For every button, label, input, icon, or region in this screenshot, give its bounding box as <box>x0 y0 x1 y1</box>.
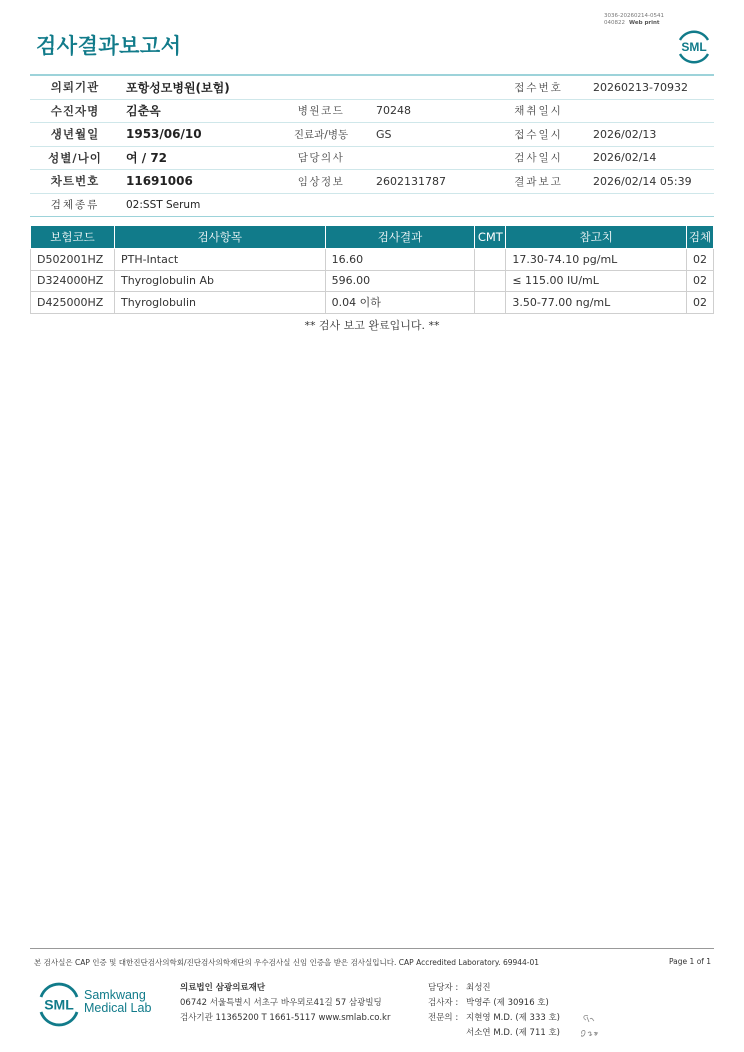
label-result-report: 결과보고 <box>514 175 563 188</box>
company-line2: Medical Lab <box>84 1001 152 1015</box>
value-specimen-type: 02:SST Serum <box>126 198 201 211</box>
cell-reference: ≤ 115.00 IU/mL <box>506 270 687 292</box>
cell-specimen: 02 <box>686 249 713 271</box>
label-physician: 담당의사 <box>297 152 345 165</box>
institution-name: 의료법인 삼광의료재단 <box>180 983 266 993</box>
staff-label: 검사자 : <box>428 998 459 1008</box>
value-clinical-info: 2602131787 <box>376 174 446 188</box>
col-insurance-code: 보험코드 <box>31 226 115 249</box>
label-hospital-code: 병원코드 <box>297 105 345 118</box>
label-department: 진료과/병동 <box>293 128 349 141</box>
col-cmt: CMT <box>475 226 506 249</box>
cell-result: 596.00 <box>325 270 475 292</box>
label-requesting-institution: 의뢰기관 <box>50 80 100 95</box>
page-title: 검사결과보고서 <box>36 34 182 58</box>
cell-specimen: 02 <box>686 292 713 314</box>
cell-result: 16.60 <box>325 249 475 271</box>
cell-item: Thyroglobulin Ab <box>114 270 325 292</box>
company-name <box>84 989 151 1015</box>
cell-code: D425000HZ <box>31 292 115 314</box>
cell-reference: 3.50-77.00 ng/mL <box>506 292 687 314</box>
staff-row <box>428 1011 560 1026</box>
cell-item: Thyroglobulin <box>114 292 325 314</box>
results-header-row <box>31 226 714 249</box>
col-reference: 참고치 <box>506 226 687 249</box>
document-code-line2: 040822 <box>604 20 625 26</box>
institution-contact: 검사기관 11365200 T 1661-5117 www.smlab.co.kr <box>180 1013 391 1023</box>
staff-row <box>428 1026 560 1041</box>
staff-value: 박영주 (제 30916 호) <box>466 998 549 1008</box>
logo-text: SML <box>681 40 707 54</box>
value-chart-number: 11691006 <box>126 174 193 189</box>
staff-label: 담당자 : <box>428 983 459 993</box>
table-row <box>31 270 714 292</box>
document-code-line1: 3036-20260214-0541 <box>604 13 664 19</box>
value-birth-date: 1953/06/10 <box>126 127 202 142</box>
cell-reference: 17.30-74.10 pg/mL <box>506 249 687 271</box>
staff-label <box>428 1026 466 1041</box>
completion-note: ** 검사 보고 완료입니다. ** <box>304 319 440 332</box>
value-receipt-date: 2026/02/13 <box>593 127 657 141</box>
value-sex-age: 여 / 72 <box>126 151 168 166</box>
web-print-label: Web print <box>629 20 660 26</box>
col-test-result: 검사결과 <box>325 226 475 249</box>
cell-code: D502001HZ <box>31 249 115 271</box>
value-hospital-code: 70248 <box>376 104 411 118</box>
value-receipt-number: 20260213-70932 <box>593 80 688 94</box>
value-department: GS <box>376 127 392 141</box>
staff-value: 지현영 M.D. (제 333 호) <box>466 1013 561 1023</box>
value-result-report: 2026/02/14 05:39 <box>593 174 692 188</box>
info-row <box>30 76 714 100</box>
col-test-item: 검사항목 <box>114 226 325 249</box>
info-row <box>30 100 714 124</box>
staff-row <box>428 981 560 996</box>
table-row <box>31 292 714 314</box>
staff-value: 최성진 <box>466 983 491 993</box>
staff-info <box>428 981 560 1041</box>
label-receipt-number: 접수번호 <box>514 81 563 94</box>
label-birth-date: 생년월일 <box>50 127 100 142</box>
staff-label: 전문의 : <box>428 1013 459 1023</box>
col-specimen: 검체 <box>686 226 713 249</box>
table-row <box>31 249 714 271</box>
institution-info <box>180 981 390 1026</box>
label-clinical-info: 임상정보 <box>297 175 345 188</box>
label-receipt-date: 접수일시 <box>514 128 563 141</box>
cell-cmt <box>475 270 506 292</box>
logo-text: SML <box>44 996 74 1013</box>
patient-info-table <box>30 74 714 217</box>
label-chart-number: 차트번호 <box>50 174 100 189</box>
certification-note: 본 검사실은 CAP 인증 및 대한진단검사의학회/진단검사의학재단의 우수검사실 신임 인증을 받은 검사실입니다. CAP Accredited Laboratory. 69944-01 <box>34 958 540 967</box>
sml-logo-icon <box>674 26 714 66</box>
info-row <box>30 170 714 194</box>
institution-address: 06742 서울특별시 서초구 바우뫼로41길 57 삼광빌딩 <box>180 998 382 1008</box>
sml-logo-icon <box>36 981 82 1027</box>
cell-item: PTH-Intact <box>114 249 325 271</box>
staff-value: 서소연 M.D. (제 711 호) <box>466 1028 561 1038</box>
signature-icon <box>578 1010 610 1042</box>
company-line1: Samkwang <box>84 988 146 1002</box>
page-number: Page 1 of 1 <box>669 957 712 966</box>
value-patient-name: 김춘옥 <box>126 104 161 119</box>
info-row <box>30 194 714 218</box>
info-row <box>30 123 714 147</box>
value-test-date: 2026/02/14 <box>593 151 657 165</box>
footer-divider <box>30 948 714 949</box>
document-code <box>604 13 664 27</box>
label-patient-name: 수진자명 <box>50 103 100 118</box>
cell-cmt <box>475 249 506 271</box>
cell-result: 0.04 이하 <box>325 292 475 314</box>
staff-row <box>428 996 560 1011</box>
value-requesting-institution: 포항성모병원(보험) <box>126 80 230 95</box>
cell-code: D324000HZ <box>31 270 115 292</box>
label-specimen-type: 검체종류 <box>50 199 100 212</box>
cell-cmt <box>475 292 506 314</box>
label-sex-age: 성별/나이 <box>48 150 102 165</box>
info-row <box>30 147 714 171</box>
results-table <box>30 225 714 314</box>
label-collection-date: 채취일시 <box>514 105 563 118</box>
label-test-date: 검사일시 <box>514 152 563 165</box>
cell-specimen: 02 <box>686 270 713 292</box>
